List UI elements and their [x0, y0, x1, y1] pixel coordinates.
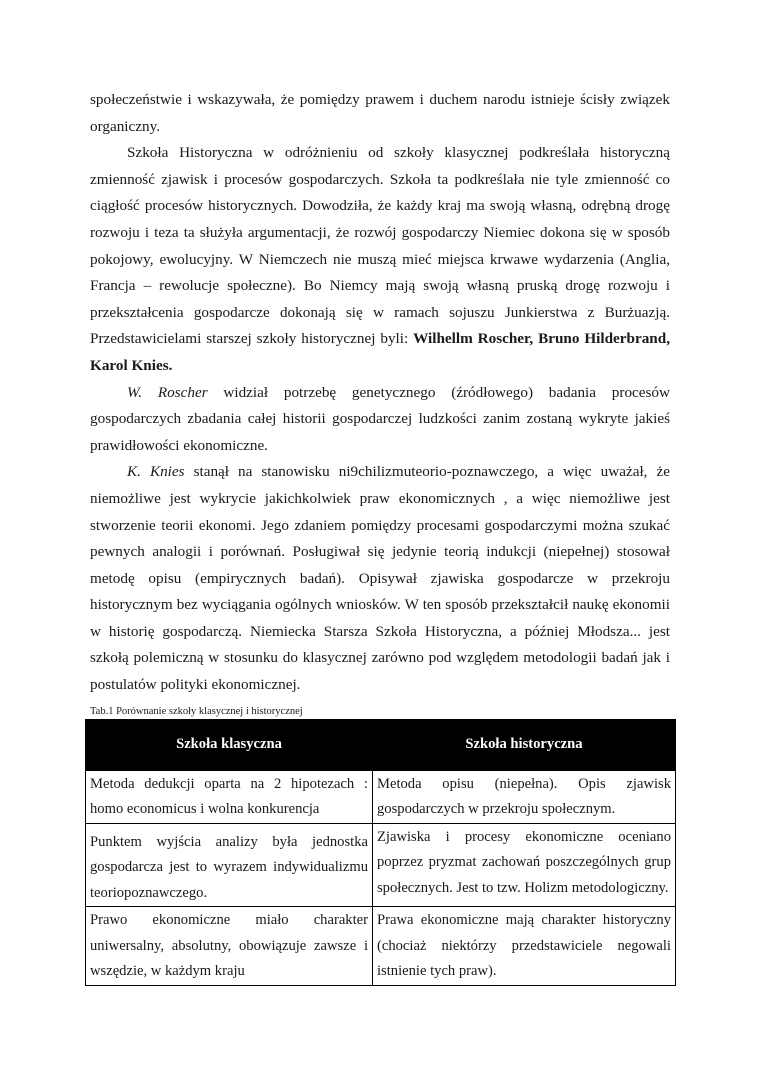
table-caption: Tab.1 Porównanie szkoły klasycznej i historycznej — [90, 705, 303, 717]
table-header-row — [86, 719, 676, 770]
header-historical: Szkoła historyczna — [373, 719, 676, 770]
comparison-table — [85, 719, 676, 986]
table-cell: Prawo ekonomiczne miało charakter uniwersalny, absolutny, obowiązuje zawsze i wszędzie, w każdym kraju — [86, 907, 373, 986]
table-cell: Metoda opisu (niepełna). Opis zjawisk gospodarczych w przekroju społecznym. — [373, 770, 676, 823]
paragraph-3-text: widział potrzebę genetycznego (źródłowego) badania procesów gospodarczych zbadania całej historii gospodarczej ludzkości zanim zostaną wykryte jakieś prawidłowości ekonomiczne. — [90, 383, 670, 454]
table-row — [86, 823, 676, 907]
paragraph-3-author: W. Roscher — [127, 383, 208, 401]
header-classical: Szkoła klasyczna — [86, 719, 373, 770]
paragraph-2 — [90, 140, 670, 379]
paragraph-4-text: stanął na stanowisku ni9chilizmuteorio-poznawczego, a więc uważał, że niemożliwe jest wykrycie jakichkolwiek praw ekonomicznych , a więc niemożliwe jest stworzenie teorii ekonomi. Jego zdaniem pomiędzy procesami gospodarczymi można szukać pewnych analogii i porównań. Posługiwał się jedynie teorią indukcji (niepełnej) stosował metodę opisu (empirycznych badań). Opisywał zjawiska gospodarcze w przekroju historycznym bez wyciągania ogólnych wniosków. W ten sposób przekształcił naukę ekonomii w historię gospodarczą. Niemiecka Starsza Szkoła Historyczna, a później Młodsza... jest szkołą polemiczną w stosunku do klasycznej zarówno pod względem metodologii badań jak i postulatów polityki ekonomicznej. — [90, 463, 670, 694]
paragraph-2-text: Szkoła Historyczna w odróżnieniu od szkoły klasycznej podkreślała historyczną zmienność zjawisk i procesów gospodarczych. Szkoła ta podkreślała nie tyle zmienność co ciągłość procesów historycznych. Dowodziła, że każdy kraj ma swoją własną, odrębną drogę rozwoju i teza ta służyła argumentacji, że rozwój gospodarczy Niemiec dokona się w sposób pokojowy, ewolucyjny. W Niemczech nie muszą mieć miejsca krwawe wydarzenia (Anglia, Francja – rewolucje społeczne). Bo Niemcy mają swoją własną pruską drogę rozwoju i przekształcenia gospodarcze dokonają się w ramach sojuszu Junkierstwa z Burżuazją. Przedstawicielami starszej szkoły historycznej byli: — [90, 144, 670, 348]
paragraph-3 — [90, 380, 670, 460]
table-cell: Punktem wyjścia analizy była jednostka gospodarcza jest to wyrazem indywidualizmu teoriopoznawczego. — [86, 823, 373, 907]
table-cell: Metoda dedukcji oparta na 2 hipotezach : homo economicus i wolna konkurencja — [86, 770, 373, 823]
table-cell: Zjawiska i procesy ekonomiczne oceniano poprzez pryzmat zachowań poszczególnych grup społecznych. Jest to tzw. Holizm metodologiczny. — [373, 823, 676, 907]
paragraph-4-author: K. Knies — [127, 463, 185, 481]
paragraph-2-names: Wilhellm Roscher, Bruno Hilderbrand, Karol Knies. — [90, 330, 670, 374]
paragraph-4 — [90, 459, 670, 698]
table-cell: Prawa ekonomiczne mają charakter historyczny (chociaż niektórzy przedstawiciele negowali istnienie tych praw). — [373, 907, 676, 986]
table-row — [86, 907, 676, 986]
paragraph-1: społeczeństwie i wskazywała, że pomiędzy prawem i duchem narodu istnieje ścisły związek organiczny. — [90, 91, 670, 135]
table-row — [86, 770, 676, 823]
document-page — [90, 87, 670, 986]
